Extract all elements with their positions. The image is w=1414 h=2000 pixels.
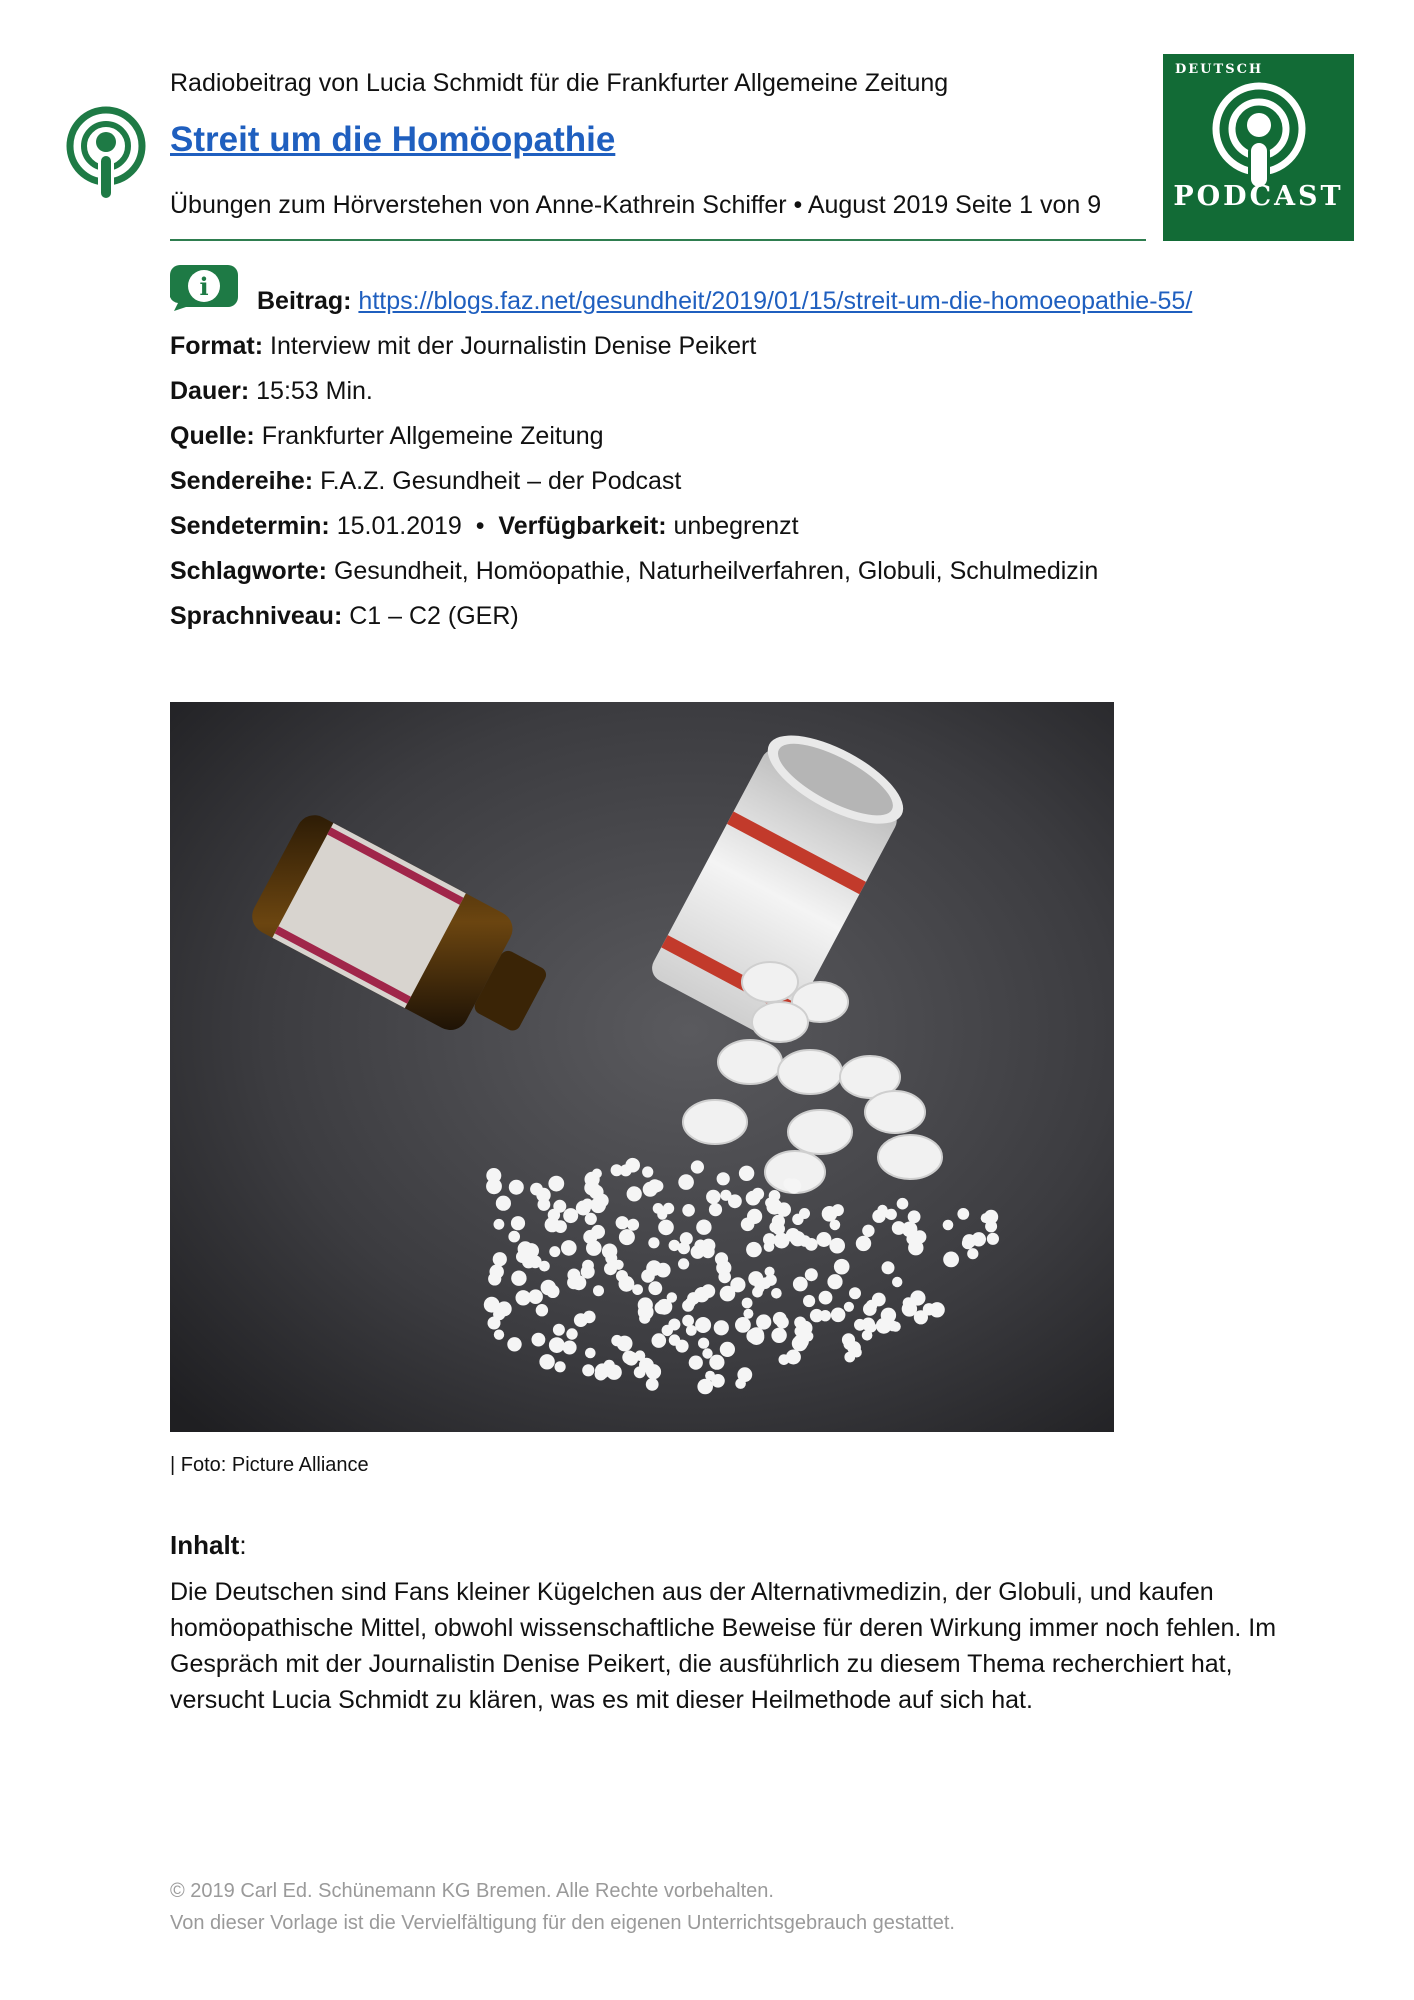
globulus: [522, 1255, 535, 1268]
logo-top-text: DEUTSCH: [1175, 62, 1264, 77]
sendereihe-value: F.A.Z. Gesundheit – der Podcast: [320, 467, 682, 495]
globulus: [844, 1302, 854, 1312]
globulus: [576, 1201, 591, 1216]
globulus: [771, 1288, 782, 1299]
subtitle: Übungen zum Hörverstehen von Anne-Kathrein Schiffer • August 2019 Seite 1 von 9: [170, 191, 1102, 219]
svg-text:i: i: [199, 272, 209, 301]
info-icon: [170, 265, 238, 311]
globulus: [987, 1233, 999, 1245]
globulus: [872, 1210, 885, 1223]
globulus: [662, 1325, 673, 1336]
globulus: [799, 1235, 811, 1247]
globulus: [555, 1361, 566, 1372]
globulus: [739, 1166, 754, 1181]
globulus: [494, 1330, 504, 1340]
globulus: [771, 1328, 786, 1343]
info-sendereihe: [170, 466, 681, 496]
globulus: [561, 1240, 577, 1256]
globulus: [794, 1334, 809, 1349]
globulus: [702, 1348, 712, 1358]
quelle-value: Frankfurter Allgemeine Zeitung: [261, 422, 604, 450]
globulus: [627, 1219, 639, 1231]
globulus: [972, 1232, 986, 1246]
globulus: [695, 1317, 711, 1333]
globulus: [616, 1216, 629, 1229]
globulus: [756, 1314, 771, 1329]
globulus: [595, 1368, 607, 1380]
globulus: [530, 1183, 543, 1196]
globulus: [694, 1287, 709, 1302]
globulus: [490, 1265, 504, 1279]
globulus: [862, 1318, 875, 1331]
info-sprachniveau: [170, 601, 519, 631]
globulus: [844, 1338, 856, 1350]
globulus: [863, 1302, 877, 1316]
globulus: [682, 1315, 694, 1327]
globulus: [486, 1168, 501, 1183]
globulus: [682, 1204, 695, 1217]
format-label: Format:: [170, 332, 264, 360]
globulus: [709, 1355, 724, 1370]
globulus: [735, 1378, 746, 1389]
globulus: [686, 1325, 697, 1336]
globulus: [658, 1220, 674, 1236]
globulus: [827, 1274, 842, 1289]
globulus: [718, 1271, 731, 1284]
caption-bar: |: [170, 1454, 176, 1476]
globulus: [581, 1265, 595, 1279]
globulus: [908, 1240, 923, 1255]
info-beitrag: [257, 286, 1192, 316]
globulus: [669, 1240, 680, 1251]
globulus: [715, 1252, 728, 1265]
globulus: [678, 1258, 689, 1269]
globulus: [786, 1350, 801, 1365]
globulus: [679, 1175, 693, 1189]
globulus: [532, 1333, 546, 1347]
globulus: [748, 1271, 763, 1286]
globulus: [717, 1172, 730, 1185]
globulus: [746, 1242, 761, 1257]
globulus: [720, 1342, 735, 1357]
globulus: [554, 1220, 567, 1233]
globulus: [509, 1180, 524, 1195]
globulus: [696, 1220, 711, 1235]
globulus: [844, 1352, 855, 1363]
globulus: [783, 1178, 794, 1189]
globulus: [862, 1225, 874, 1237]
globulus: [642, 1166, 653, 1177]
sprachniveau-value: C1 – C2 (GER): [349, 602, 519, 630]
globulus: [748, 1327, 764, 1343]
globulus: [549, 1246, 560, 1257]
globulus: [897, 1198, 909, 1210]
globulus: [706, 1190, 720, 1204]
caption-text: Foto: Picture Alliance: [180, 1454, 369, 1476]
globulus: [566, 1328, 577, 1339]
supertitle: Radiobeitrag von Lucia Schmidt für die Frankfurter Allgemeine Zeitung: [170, 69, 949, 97]
sendereihe-label: Sendereihe:: [170, 467, 314, 495]
content-heading-label: Inhalt: [170, 1530, 240, 1560]
globulus: [746, 1191, 761, 1206]
globulus: [553, 1324, 565, 1336]
globulus: [606, 1365, 621, 1380]
beitrag-link[interactable]: https://blogs.faz.net/gesundheit/2019/01/15/streit-um-die-homoeopathie-55/: [358, 287, 1193, 315]
globulus: [908, 1210, 921, 1223]
globulus: [548, 1209, 560, 1221]
globulus: [646, 1378, 659, 1391]
globulus: [810, 1309, 823, 1322]
globulus: [765, 1274, 777, 1286]
globulus: [619, 1229, 635, 1245]
globulus: [648, 1281, 662, 1295]
globulus: [776, 1316, 789, 1329]
globulus: [591, 1225, 605, 1239]
globulus: [957, 1208, 969, 1220]
globulus: [634, 1366, 646, 1378]
globulus: [511, 1271, 526, 1286]
globulus: [549, 1337, 565, 1353]
globulus: [567, 1269, 580, 1282]
globulus: [985, 1220, 997, 1232]
globulus: [616, 1270, 628, 1282]
globulus: [652, 1333, 667, 1348]
globulus: [902, 1301, 917, 1316]
globulus: [548, 1176, 564, 1192]
logo-bottom-text: PODCAST: [1173, 181, 1344, 212]
podcast-icon: [1209, 79, 1309, 189]
globulus: [583, 1311, 596, 1324]
globulus: [902, 1222, 918, 1238]
globulus: [735, 1317, 751, 1333]
dauer-label: Dauer:: [170, 377, 250, 405]
globulus: [511, 1216, 525, 1230]
sendetermin-label: Sendetermin:: [170, 512, 330, 540]
globulus: [493, 1252, 507, 1266]
globulus: [705, 1371, 715, 1381]
info-dauer: [170, 376, 373, 406]
globulus: [856, 1236, 871, 1251]
page-title[interactable]: Streit um die Homöopathie: [170, 120, 616, 159]
globulus: [752, 1287, 763, 1298]
globulus: [891, 1322, 901, 1332]
globulus: [652, 1180, 664, 1192]
globulus: [648, 1237, 659, 1248]
globulus: [805, 1268, 818, 1281]
globulus: [799, 1208, 810, 1219]
globulus: [885, 1209, 895, 1219]
globulus: [689, 1356, 703, 1370]
content-heading-colon: :: [239, 1530, 247, 1560]
globulus: [488, 1317, 501, 1330]
format-value: Interview mit der Journalistin Denise Peikert: [270, 332, 757, 360]
schlagworte-value: Gesundheit, Homöopathie, Naturheilverfahren, Globuli, Schulmedizin: [333, 557, 1099, 585]
globulus: [494, 1219, 505, 1230]
quelle-label: Quelle:: [170, 422, 255, 450]
globulus: [617, 1336, 633, 1352]
globulus: [516, 1290, 531, 1305]
globulus: [627, 1186, 642, 1201]
globulus: [793, 1277, 808, 1292]
globulus: [831, 1308, 846, 1323]
globulus: [742, 1298, 753, 1309]
globulus: [541, 1280, 556, 1295]
sendetermin-value: 15.01.2019: [336, 512, 462, 540]
globulus: [714, 1320, 729, 1335]
dauer-value: 15:53 Min.: [256, 377, 373, 405]
globulus: [691, 1160, 704, 1173]
sprachniveau-label: Sprachniveau:: [170, 602, 343, 630]
globulus: [765, 1198, 776, 1209]
globulus: [582, 1364, 594, 1376]
globulus: [625, 1158, 640, 1173]
podcast-icon: [64, 104, 148, 200]
globulus: [586, 1240, 602, 1256]
globulus: [892, 1277, 902, 1287]
article-photo: [170, 702, 1114, 1432]
globulus: [697, 1379, 713, 1395]
globulus: [496, 1196, 511, 1211]
globulus: [635, 1350, 646, 1361]
globulus: [539, 1354, 554, 1369]
globulus: [563, 1341, 577, 1355]
header-rule: [170, 239, 1146, 241]
globulus: [656, 1263, 671, 1278]
globulus: [614, 1260, 624, 1270]
beitrag-label: Beitrag:: [257, 287, 352, 315]
info-sendetermin: [170, 511, 799, 541]
globulus: [692, 1245, 702, 1255]
globulus: [834, 1259, 850, 1275]
globulus: [507, 1337, 521, 1351]
globulus: [653, 1203, 664, 1214]
globulus: [743, 1309, 753, 1319]
globulus: [720, 1286, 736, 1302]
separator: •: [475, 512, 485, 540]
globulus: [747, 1209, 762, 1224]
globulus: [698, 1338, 709, 1349]
globulus: [943, 1220, 954, 1231]
globulus: [536, 1304, 548, 1316]
globulus: [794, 1317, 806, 1329]
globulus: [764, 1241, 775, 1252]
info-format: [170, 331, 756, 361]
content-heading: [170, 1530, 247, 1560]
globulus: [593, 1285, 604, 1296]
globulus: [592, 1169, 602, 1179]
schlagworte-label: Schlagworte:: [170, 557, 327, 585]
globulus: [728, 1194, 742, 1208]
globulus: [822, 1206, 838, 1222]
globulus: [849, 1287, 861, 1299]
globulus: [497, 1301, 512, 1316]
globulus: [632, 1284, 643, 1295]
photo-caption: [170, 1453, 369, 1477]
info-quelle: [170, 421, 604, 451]
globulus: [943, 1252, 959, 1268]
globulus: [816, 1232, 831, 1247]
info-schlagworte: [170, 556, 1098, 586]
globulus: [676, 1340, 689, 1353]
globulus: [774, 1233, 790, 1249]
deutsch-podcast-logo: [1163, 54, 1354, 241]
footer-copyright: © 2019 Carl Ed. Schünemann KG Bremen. Alle Rechte vorbehalten.: [170, 1880, 774, 1902]
globulus: [602, 1244, 617, 1259]
globulus: [585, 1348, 596, 1359]
globulus: [701, 1245, 714, 1258]
content-paragraph: Die Deutschen sind Fans kleiner Kügelchen aus der Alternativmedizin, der Globuli, und kaufen homöopathische Mittel, obwohl wissenschaftliche Beweise für deren Wirkung immer noch fehlen. Im Gespräch mit der Journalistin Denise Peikert, die ausführlich zu diesem Thema recherchiert hat, versucht Lucia Schmidt zu klären, was es mit dieser Heilmethode auf sich hat.: [170, 1578, 1277, 1714]
globulus: [680, 1232, 693, 1245]
globulus: [929, 1302, 944, 1317]
globulus: [563, 1208, 578, 1223]
globulus: [967, 1248, 978, 1259]
globulus: [819, 1291, 833, 1305]
verfuegbarkeit-value: unbegrenzt: [673, 512, 799, 540]
globulus: [622, 1351, 636, 1365]
verfuegbarkeit-label: Verfügbarkeit:: [498, 512, 667, 540]
globulus: [508, 1231, 520, 1243]
globulus: [829, 1238, 845, 1254]
globulus: [882, 1261, 895, 1274]
globulus: [657, 1299, 673, 1315]
globulus: [709, 1203, 722, 1216]
footer-note: Von dieser Vorlage ist die Vervielfältigung für den eigenen Unterrichtsgebrauch gestattet.: [170, 1912, 955, 1934]
globulus: [773, 1223, 785, 1235]
globulus: [777, 1202, 791, 1216]
globulus: [639, 1313, 650, 1324]
globulus: [803, 1295, 815, 1307]
